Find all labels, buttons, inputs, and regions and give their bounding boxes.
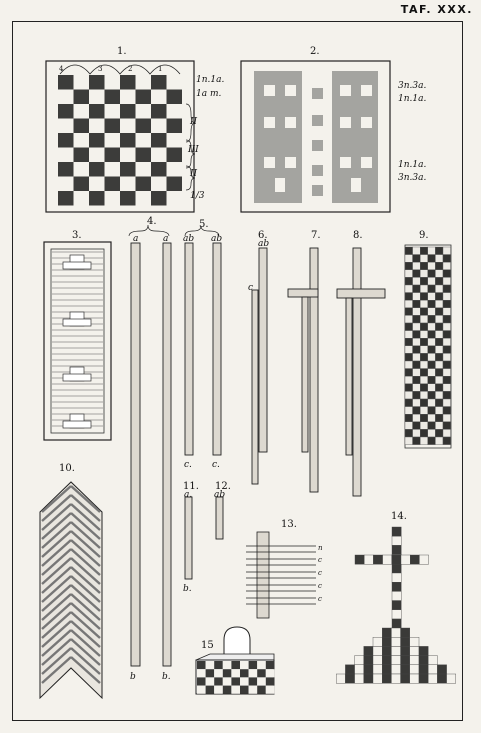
figure-number-13: 13. (281, 519, 297, 530)
fig5-label-c-right: c. (212, 460, 220, 470)
fig2-note-3: 1n.1a. (398, 160, 427, 170)
figure-number-4: 4. (147, 216, 157, 227)
fig5-strip-left (185, 243, 193, 455)
fig8-strip (353, 248, 361, 496)
fig5-label-ab-right: ab (211, 234, 223, 244)
figure-2-pattern (241, 61, 426, 212)
fig1-note-6: 1/3 (190, 191, 205, 201)
fig1-col-2: 2 (128, 65, 133, 73)
fig4-label-a-left: a (133, 234, 139, 244)
fig13-label-c3: c (318, 582, 322, 590)
fig13-label-c1: c (318, 556, 322, 564)
fig13-label-c4: c (318, 595, 322, 603)
figure-number-3: 3. (72, 230, 82, 241)
figure-9-woven-strip (405, 245, 451, 448)
fig1-note-1: 1n.1a. (196, 75, 225, 85)
fig4-label-b-right: b. (162, 672, 171, 682)
fig7-crossbar (288, 289, 318, 297)
fig13-label-n: n (318, 544, 323, 552)
fig5-label-ab-left: ab (183, 234, 195, 244)
fig4-strip-left (131, 243, 140, 666)
figure-number-6: 6. (258, 230, 268, 241)
figure-number-14: 14. (391, 511, 407, 522)
figure-number-12: 12. (215, 481, 231, 492)
figure-number-2: 2. (310, 46, 320, 57)
fig6-label-ab: ab (258, 239, 270, 249)
figure-10-herringbone (40, 482, 102, 698)
fig5-label-c-left: c. (184, 460, 192, 470)
fig4-strip-right (163, 243, 171, 666)
fig11-label-b: b. (183, 584, 192, 594)
fig2-note-1: 3n.3a. (398, 81, 427, 91)
fig1-note-5: II (190, 169, 198, 179)
fig8-crossbar (337, 289, 385, 298)
figure-14-cross (336, 527, 456, 683)
fig1-note-4: III (188, 145, 199, 155)
figure-number-5: 5. (199, 219, 209, 230)
fig1-note-3: II (190, 117, 198, 127)
fig1-note-2: 1a m. (196, 89, 222, 99)
fig12-label-ab: ab (214, 490, 226, 500)
fig13-label-c2: c (318, 569, 322, 577)
fig11-strip (185, 497, 192, 579)
fig7-under (302, 297, 308, 452)
figure-1-checkerboard (46, 61, 224, 212)
fig4-label-a-right: a (163, 234, 169, 244)
fig8-under (346, 298, 352, 455)
fig6-label-c: c (248, 283, 254, 293)
fig12-strip (216, 497, 223, 539)
fig5-strip-right (213, 243, 221, 455)
fig6-strip (259, 248, 267, 452)
figure-number-1: 1. (117, 46, 127, 57)
figure-number-7: 7. (311, 230, 321, 241)
figure-number-10: 10. (59, 463, 75, 474)
fig2-note-4: 3n.3a. (398, 173, 427, 183)
figure-13-weave (246, 532, 323, 618)
figure-3-block (44, 242, 111, 440)
fig2-note-2: 1n.1a. (398, 94, 427, 104)
figure-number-11: 11. (183, 481, 199, 492)
figure-number-8: 8. (353, 230, 363, 241)
fig4-label-b-left: b (130, 672, 136, 682)
fig1-col-4: 4 (59, 65, 64, 73)
figure-number-9: 9. (419, 230, 429, 241)
fig7-strip (310, 248, 318, 492)
fig1-col-1: 1 (158, 65, 163, 73)
figure-number-15: 15 (201, 640, 214, 651)
fig11-label-a: a. (184, 490, 193, 500)
plate-title: TAF. XXX. (400, 3, 473, 16)
figure-15-box (196, 627, 274, 694)
fig6-strip-back (252, 290, 258, 484)
fig1-col-3: 3 (98, 65, 103, 73)
